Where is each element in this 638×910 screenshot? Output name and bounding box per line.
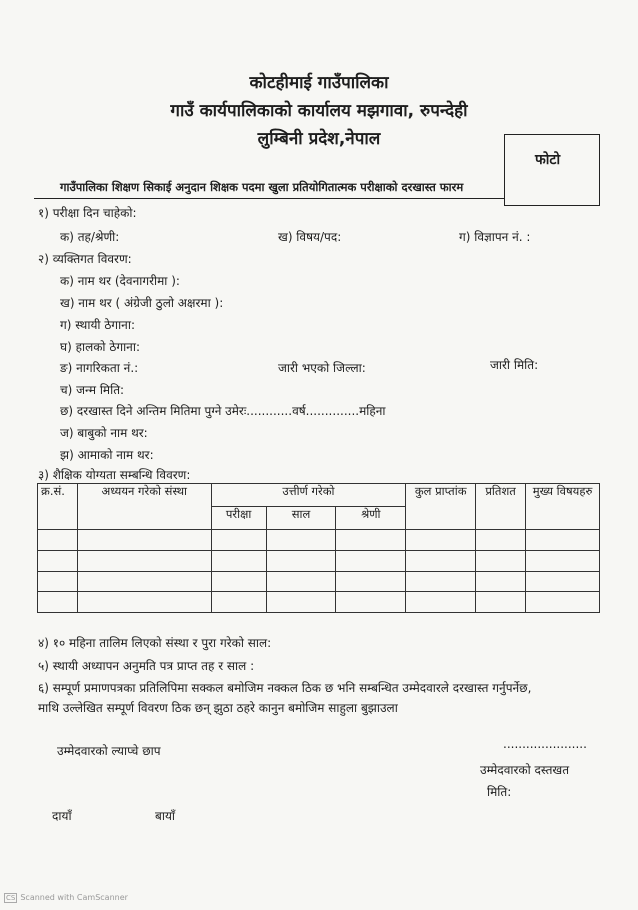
form-title: गाउँपालिका शिक्षण सिकाई अनुदान शिक्षक पदमा खुला प्रतियोगितात्मक परीक्षाको दरखास्त फारम [60, 180, 464, 194]
table-header-row [38, 484, 600, 507]
scanner-watermark [4, 893, 128, 903]
signature-label: उम्मेदवारको दस्तखत [480, 763, 570, 777]
right-thumb-label: दायाँ [52, 809, 72, 823]
section5-license: ५) स्थायी अध्यापन अनुमति पत्र प्राप्त तह र साल : [38, 659, 255, 673]
father-name-field: ज) बाबुको नाम थर: [60, 426, 148, 440]
current-address-field: घ) हालको ठेगाना: [60, 340, 140, 354]
issued-district-field: जारी भएको जिल्ला: [278, 361, 366, 375]
table-row [38, 550, 600, 571]
photo-box [504, 134, 600, 206]
col-major-header: मुख्य विषयहरु [526, 484, 600, 530]
citizenship-number-field: ङ) नागरिकता नं.: [60, 361, 139, 375]
age-year-dots: ............ [246, 404, 293, 418]
age-month-label: महिना [359, 404, 386, 418]
section3-title: ३) शैक्षिक योग्यता सम्बन्धि विवरण: [38, 468, 191, 482]
sub-year-header: साल [266, 507, 336, 530]
section1-title: १) परीक्षा दिन चाहेको: [38, 206, 137, 220]
age-year-label: वर्ष [292, 404, 306, 418]
col-sn-header: क्र.सं. [38, 484, 78, 530]
name-english-field: ख) नाम थर ( अंग्रेजी ठुलो अक्षरमा ): [60, 296, 224, 310]
col-percent-header: प्रतिशत [476, 484, 526, 530]
sub-division-header: श्रेणी [336, 507, 406, 530]
table-row [38, 530, 600, 551]
issued-date-field: जारी मिति: [490, 358, 539, 372]
scanner-watermark-text: Scanned with CamScanner [20, 893, 128, 902]
age-field [60, 402, 386, 419]
education-table [37, 483, 600, 613]
subject-field: ख) विषय/पद: [278, 230, 342, 244]
title-underline [34, 198, 504, 199]
mother-name-field: झ) आमाको नाम थर: [60, 448, 154, 462]
section4-training: ४) १० महिना तालिम लिएको संस्था र पुरा गरेको साल: [38, 636, 272, 650]
left-thumb-label: बायाँ [155, 809, 176, 823]
section6-declaration-cont: माथि उल्लेखित सम्पूर्ण विवरण ठिक छन् झुठा ठहरे कानुन बमोजिम साहुला बुझाउला [38, 701, 398, 715]
table-row [38, 571, 600, 592]
date-label: मिति: [487, 785, 512, 799]
notice-number-field: ग) विज्ञापन नं. : [459, 230, 531, 244]
thumbprint-label: उम्मेदवारको ल्याप्चे छाप [57, 744, 161, 758]
photo-label: फोटो [535, 152, 561, 168]
col-institution-header: अध्ययन गरेको संस्था [77, 484, 211, 530]
section6-declaration: ६) सम्पूर्ण प्रमाणपत्रका प्रतिलिपिमा सक्कल बमोजिम नक्कल ठिक छ भनि सम्बन्धित उम्मेदवारले दरखास्त गर्नुपर्नेछ, [38, 681, 532, 695]
table-row [38, 592, 600, 613]
section2-title: २) व्यक्तिगत विवरण: [38, 252, 132, 266]
age-prefix: छ) दरखास्त दिने अन्तिम मितिमा पुग्ने उमेरः [60, 404, 247, 418]
office-province: लुम्बिनी प्रदेश,नेपाल [257, 129, 381, 149]
col-passed-header: उत्तीर्ण गरेको [211, 484, 406, 507]
dob-field: च) जन्म मिति: [60, 383, 125, 397]
age-month-dots: .............. [305, 404, 360, 418]
office-name: कोटहीमाई गाउँपालिका [249, 73, 389, 93]
level-field: क) तह/श्रेणी: [60, 230, 120, 244]
col-total-marks-header: कुल प्राप्तांक [406, 484, 476, 530]
name-nepali-field: क) नाम थर (देवनागरीमा ): [60, 274, 180, 288]
office-subtitle: गाउँ कार्यपालिकाको कार्यालय मझगावा, रुपन्देही [170, 101, 468, 121]
signature-line: ...................... [503, 737, 587, 751]
permanent-address-field: ग) स्थायी ठेगाना: [60, 318, 135, 332]
scanner-logo: CS [6, 894, 16, 902]
sub-exam-header: परीक्षा [211, 507, 266, 530]
